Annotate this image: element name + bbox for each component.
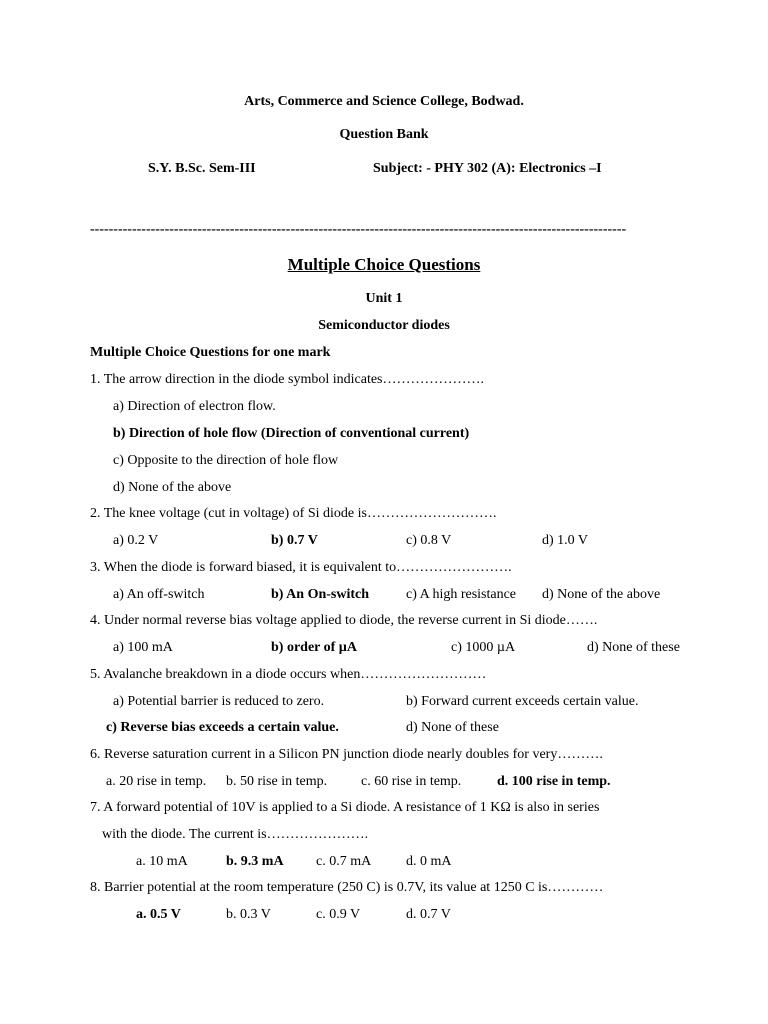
q3-option-b: b) An On-switch — [271, 587, 370, 602]
q3-option-a: a) An off-switch — [113, 587, 205, 602]
separator-line: ------------------------------------------------------------------------------------------------------------------- — [90, 222, 627, 237]
question-6: 6. Reverse saturation current in a Silicon PN junction diode nearly doubles for very………. — [90, 747, 603, 762]
subject-label: Subject: - PHY 302 (A): Electronics –I — [373, 161, 602, 176]
section-title: Multiple Choice Questions — [287, 255, 481, 274]
mcq-subtitle: Multiple Choice Questions for one mark — [90, 345, 331, 360]
q1-option-d: d) None of the above — [113, 480, 232, 495]
q1-option-c: c) Opposite to the direction of hole flow — [113, 453, 339, 468]
q2-option-c: c) 0.8 V — [406, 533, 452, 548]
question-4: 4. Under normal reverse bias voltage applied to diode, the reverse current in Si diode……. — [90, 613, 598, 628]
q4-option-c: c) 1000 µA — [451, 640, 516, 655]
q3-option-d: d) None of the above — [542, 587, 661, 602]
q5-option-b: b) Forward current exceeds certain value. — [406, 694, 639, 709]
college-name: Arts, Commerce and Science College, Bodwad. — [244, 94, 524, 109]
question-2: 2. The knee voltage (cut in voltage) of Si diode is………………………. — [90, 506, 497, 521]
q6-option-b: b. 50 rise in temp. — [226, 774, 328, 789]
class-label: S.Y. B.Sc. Sem-III — [148, 161, 256, 176]
q5-option-d: d) None of these — [406, 720, 499, 735]
q8-option-a: a. 0.5 V — [136, 907, 181, 922]
q4-option-d: d) None of these — [587, 640, 680, 655]
q6-option-d: d. 100 rise in temp. — [497, 774, 611, 789]
q8-option-d: d. 0.7 V — [406, 907, 451, 922]
q6-option-c: c. 60 rise in temp. — [361, 774, 462, 789]
question-3: 3. When the diode is forward biased, it is equivalent to……………………. — [90, 560, 512, 575]
question-1: 1. The arrow direction in the diode symbol indicates…………………. — [90, 372, 485, 387]
q8-option-c: c. 0.9 V — [316, 907, 361, 922]
q1-option-a: a) Direction of electron flow. — [113, 399, 276, 414]
question-8: 8. Barrier potential at the room temperature (250 C) is 0.7V, its value at 1250 C is………… — [90, 880, 604, 895]
question-7-continued: with the diode. The current is…………………. — [102, 827, 369, 842]
q2-option-b: b) 0.7 V — [271, 533, 318, 548]
q7-option-a: a. 10 mA — [136, 854, 188, 869]
q7-option-b: b. 9.3 mA — [226, 854, 284, 869]
q4-option-a: a) 100 mA — [113, 640, 173, 655]
q5-option-a: a) Potential barrier is reduced to zero. — [113, 694, 325, 709]
q4-option-b: b) order of µA — [271, 640, 357, 655]
unit-label: Unit 1 — [365, 291, 403, 306]
question-5: 5. Avalanche breakdown in a diode occurs when……………………… — [90, 667, 487, 682]
q7-option-c: c. 0.7 mA — [316, 854, 372, 869]
q3-option-c: c) A high resistance — [406, 587, 517, 602]
q6-option-a: a. 20 rise in temp. — [106, 774, 207, 789]
question-7: 7. A forward potential of 10V is applied to a Si diode. A resistance of 1 KΩ is also in series — [90, 800, 600, 815]
q5-option-c: c) Reverse bias exceeds a certain value. — [106, 720, 339, 735]
q8-option-b: b. 0.3 V — [226, 907, 271, 922]
q2-option-a: a) 0.2 V — [113, 533, 159, 548]
q2-option-d: d) 1.0 V — [542, 533, 589, 548]
q1-option-b: b) Direction of hole flow (Direction of conventional current) — [113, 426, 470, 441]
doc-type: Question Bank — [339, 127, 429, 142]
q7-option-d: d. 0 mA — [406, 854, 452, 869]
topic-label: Semiconductor diodes — [318, 318, 450, 333]
